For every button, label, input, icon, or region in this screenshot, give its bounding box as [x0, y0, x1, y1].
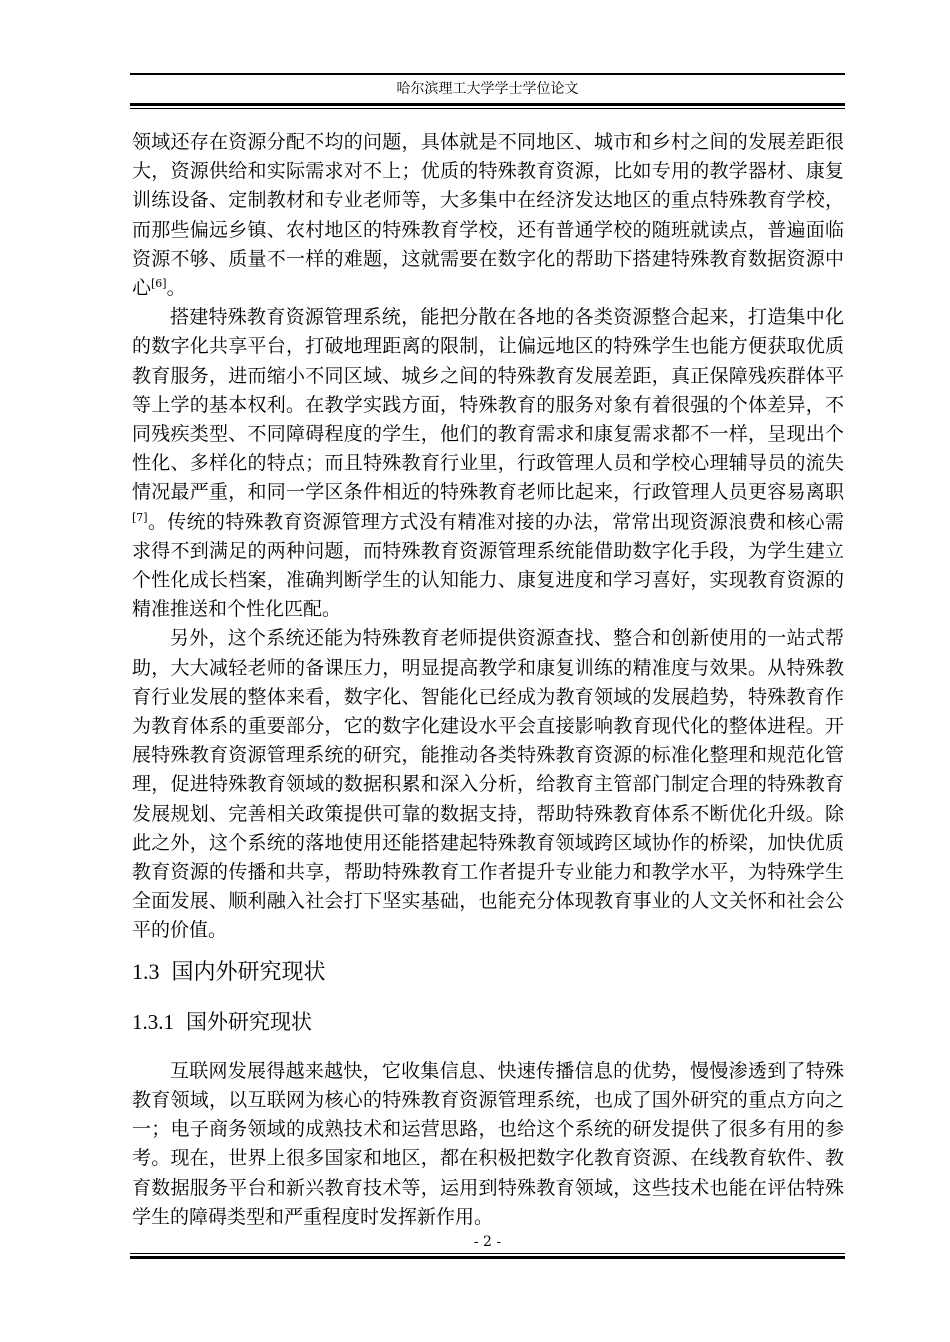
running-header: 哈尔滨理工大学学士学位论文: [396, 81, 579, 97]
header-rule-thick: [130, 103, 845, 106]
subsection-title: 国外研究现状: [186, 1009, 312, 1034]
header-rule-thin: [130, 108, 845, 109]
subsection-number: 1.3.1: [132, 1009, 174, 1034]
section-title: 国内外研究现状: [171, 959, 326, 985]
paragraph-tail: 。: [166, 277, 186, 300]
paragraph-tail: 。传统的特殊教育资源管理方式没有精准对接的办法，常常出现资源浪费和核心需求得不到满足的两种问题，而特殊教育资源管理系统能借助数字化手段，为学生建立个性化成长档案，准确判断学生的认知能力、康复进度和学习喜好，实现教育资源的精准推送和个性化匹配。: [132, 510, 844, 621]
section-heading: [132, 956, 844, 988]
footer-rule-thin: [130, 1253, 845, 1254]
paragraph-additional-value: 另外，这个系统还能为特殊教育老师提供资源查找、整合和创新使用的一站式帮助，大大减轻老师的备课压力，明显提高教学和康复训练的精准度与效果。从特殊教育行业发展的整体来看，数字化、智能化已经成为教育领域的发展趋势，特殊教育作为教育体系的重要部分，它的数字化建设水平会直接影响教育现代化的整体进程。开展特殊教育资源管理系统的研究，能推动各类特殊教育资源的标准化整理和规范化管理，促进特殊教育领域的数据积累和深入分析，给教育主管部门制定合理的特殊教育发展规划、完善相关政策提供可靠的数据支持，帮助特殊教育体系不断优化升级。除此之外，这个系统的落地使用还能搭建起特殊教育领域跨区域协作的桥梁，加快优质教育资源的传播和共享，帮助特殊教育工作者提升专业能力和教学水平，为特殊学生全面发展、顺利融入社会打下坚实基础，也能充分体现教育事业的人文关怀和社会公平的价值。: [132, 627, 844, 942]
paragraph-foreign-research: 互联网发展得越来越快，它收集信息、快速传播信息的优势，慢慢渗透到了特殊教育领域，以互联网为核心的特殊教育资源管理系统，也成了国外研究的重点方向之一；电子商务领域的成熟技术和运营思路，也给这个系统的研发提供了很多有用的参考。现在，世界上很多国家和地区，都在积极把数字化教育资源、在线教育软件、教育数据服务平台和新兴教育技术等，运用到特殊教育领域，这些技术也能在评估特殊学生的障碍类型和严重程度时发挥新作用。: [132, 1059, 844, 1228]
page-body: [132, 128, 844, 1232]
citation-ref: [7]: [132, 510, 148, 524]
subsection-heading: [132, 1007, 844, 1037]
citation-ref: [6]: [151, 277, 167, 291]
section-number: 1.3: [132, 958, 160, 984]
paragraph-text: 搭建特殊教育资源管理系统，能把分散在各地的各类资源整合起来，打造集中化的数字化共享平台，打破地理距离的限制，让偏远地区的特殊学生也能方便获取优质教育服务，进而缩小不同区域、城乡之间的特殊教育发展差距，真正保障残疾群体平等上学的基本权利。在教学实践方面，特殊教育的服务对象有着很强的个体差异，不同残疾类型、不同障碍程度的学生，他们的教育需求和康复需求都不一样，呈现出个性化、多样化的特点；而且特殊教育行业里，行政管理人员和学校心理辅导员的流失情况最严重，和同一学区条件相近的特殊教育老师比起来，行政管理人员更容易离职: [132, 306, 844, 504]
paragraph-text: 领域还存在资源分配不均的问题，具体就是不同地区、城市和乡村之间的发展差距很大，资源供给和实际需求对不上；优质的特殊教育资源，比如专用的教学器材、康复训练设备、定制教材和专业老师等，大多集中在经济发达地区的重点特殊教育学校，而那些偏远乡镇、农村地区的特殊教育学校，还有普通学校的随班就读点，普遍面临资源不够、质量不一样的难题，这就需要在数字化的帮助下搭建特殊教育数据资源中心: [132, 131, 844, 300]
footer-rule-thick: [130, 1256, 845, 1259]
page-number: - 2 -: [473, 1234, 502, 1250]
paragraph-system-significance: [132, 303, 844, 624]
paragraph-continuation: [132, 128, 844, 303]
header-rule-top: [130, 73, 845, 75]
